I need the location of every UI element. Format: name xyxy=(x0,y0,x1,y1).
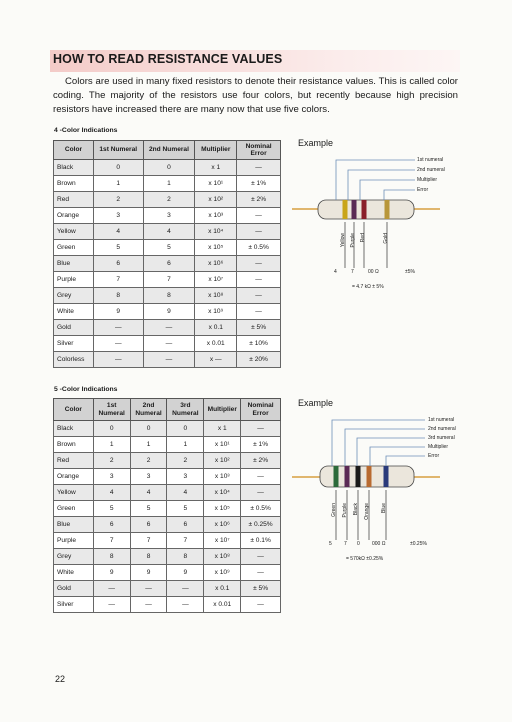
color-name-cell: Grey xyxy=(54,549,94,565)
color-name-cell: Colorless xyxy=(54,352,94,368)
band-value: 0 xyxy=(357,541,360,547)
legend-label: 2nd numeral xyxy=(417,167,445,173)
table-cell: 1 xyxy=(167,437,204,453)
four-color-example-label: Example xyxy=(298,138,334,148)
table-cell: 5 xyxy=(130,501,167,517)
color-name-cell: Blue xyxy=(54,256,94,272)
column-header: 3rd Numeral xyxy=(167,399,204,421)
table-cell: ± 1% xyxy=(237,176,281,192)
table-cell: ± 5% xyxy=(241,581,281,597)
table-cell: x 10⁵ xyxy=(204,501,241,517)
example-result: = 570kΩ ±0.25% xyxy=(346,556,384,562)
table-cell: ± 2% xyxy=(237,192,281,208)
table-cell: x 10¹ xyxy=(195,176,237,192)
table-cell: 1 xyxy=(130,437,167,453)
table-cell: x 10⁹ xyxy=(195,304,237,320)
color-name-cell: Gold xyxy=(54,581,94,597)
table-cell: 5 xyxy=(143,240,195,256)
table-cell: — xyxy=(241,549,281,565)
table-cell: x 10³ xyxy=(195,208,237,224)
table-cell: 8 xyxy=(143,288,195,304)
table-cell: 7 xyxy=(93,533,130,549)
five-color-heading: 5 -Color Indications xyxy=(54,386,118,393)
column-header: Multiplier xyxy=(204,399,241,421)
band-color-label: Purple xyxy=(350,233,356,248)
table-cell: — xyxy=(237,224,281,240)
table-cell: ± 0.5% xyxy=(241,501,281,517)
table-cell: 8 xyxy=(93,549,130,565)
table-cell: 3 xyxy=(167,469,204,485)
table-cell: x 10³ xyxy=(204,469,241,485)
table-cell: 3 xyxy=(93,208,143,224)
table-cell: 2 xyxy=(130,453,167,469)
column-header: Color xyxy=(54,141,94,160)
table-cell: — xyxy=(93,581,130,597)
table-cell: 9 xyxy=(143,304,195,320)
column-header: Multiplier xyxy=(195,141,237,160)
table-cell: — xyxy=(130,581,167,597)
table-cell: x 10⁴ xyxy=(204,485,241,501)
legend-leaders xyxy=(332,420,425,466)
table-cell: 4 xyxy=(93,485,130,501)
table-cell: — xyxy=(237,256,281,272)
column-header: Nominal Error xyxy=(237,141,281,160)
table-cell: 5 xyxy=(93,501,130,517)
table-cell: 4 xyxy=(143,224,195,240)
table-cell: — xyxy=(237,208,281,224)
four-color-heading: 4 -Color Indications xyxy=(54,127,118,134)
table-cell: x 10⁹ xyxy=(204,565,241,581)
table-cell: 8 xyxy=(93,288,143,304)
table-cell: 2 xyxy=(93,192,143,208)
color-name-cell: Red xyxy=(54,192,94,208)
color-name-cell: Silver xyxy=(54,597,94,613)
table-cell: 7 xyxy=(130,533,167,549)
band-color-label: Gold xyxy=(383,233,389,244)
table-cell: — xyxy=(237,288,281,304)
table-cell: 6 xyxy=(167,517,204,533)
color-name-cell: Purple xyxy=(54,272,94,288)
table-cell: x 10⁸ xyxy=(204,549,241,565)
table-cell: 6 xyxy=(143,256,195,272)
table-cell: 0 xyxy=(93,160,143,176)
color-name-cell: Gold xyxy=(54,320,94,336)
table-cell: 4 xyxy=(167,485,204,501)
band-value: 7 xyxy=(351,269,354,275)
table-cell: x 10² xyxy=(195,192,237,208)
table-cell: 9 xyxy=(93,304,143,320)
table-cell: 2 xyxy=(93,453,130,469)
table-cell: 0 xyxy=(93,421,130,437)
table-cell: — xyxy=(93,597,130,613)
color-name-cell: Yellow xyxy=(54,224,94,240)
band-value: 7 xyxy=(344,541,347,547)
intro-paragraph: Colors are used in many fixed resistors to denote their resistance values. This is called color coding. The majority of the resistors use four colors, but recently because high precision resistors have increased there are many now that use five colors. xyxy=(53,76,458,115)
legend-label: Error xyxy=(417,187,429,193)
legend-label: 1st numeral xyxy=(428,417,455,423)
table-cell: 0 xyxy=(130,421,167,437)
table-cell: — xyxy=(237,304,281,320)
table-cell: 5 xyxy=(167,501,204,517)
table-cell: — xyxy=(93,320,143,336)
table-cell: 2 xyxy=(167,453,204,469)
table-cell: 7 xyxy=(93,272,143,288)
legend-label: Error xyxy=(428,453,440,459)
band-value: ±0.25% xyxy=(410,541,427,547)
table-cell: 4 xyxy=(130,485,167,501)
table-cell: x 0.1 xyxy=(195,320,237,336)
table-cell: x 10⁷ xyxy=(195,272,237,288)
table-cell: ± 0.1% xyxy=(241,533,281,549)
color-name-cell: White xyxy=(54,565,94,581)
table-cell: 3 xyxy=(130,469,167,485)
table-cell: 5 xyxy=(93,240,143,256)
table-cell: 0 xyxy=(143,160,195,176)
color-name-cell: Yellow xyxy=(54,485,94,501)
color-name-cell: Blue xyxy=(54,517,94,533)
table-cell: 8 xyxy=(167,549,204,565)
legend-label: 2nd numeral xyxy=(428,426,456,432)
band-color-label: Blue xyxy=(381,503,387,514)
table-cell: x — xyxy=(195,352,237,368)
table-cell: ± 0.25% xyxy=(241,517,281,533)
table-cell: x 1 xyxy=(195,160,237,176)
column-header: 1st Numeral xyxy=(93,141,143,160)
band-color-label: Green xyxy=(331,503,337,517)
table-cell: 9 xyxy=(167,565,204,581)
five-color-example-label: Example xyxy=(298,398,334,408)
table-cell: x 10⁸ xyxy=(195,288,237,304)
table-cell: — xyxy=(167,581,204,597)
table-cell: 6 xyxy=(130,517,167,533)
table-cell: x 10² xyxy=(204,453,241,469)
table-cell: — xyxy=(130,597,167,613)
band-value: 000 Ω xyxy=(372,541,386,547)
column-header: Color xyxy=(54,399,94,421)
table-cell: — xyxy=(237,272,281,288)
page-number: 22 xyxy=(55,674,66,684)
table-cell: ± 10% xyxy=(237,336,281,352)
table-cell: — xyxy=(167,597,204,613)
color-name-cell: Green xyxy=(54,240,94,256)
column-header: 2nd Numeral xyxy=(143,141,195,160)
table-cell: — xyxy=(241,597,281,613)
table-cell: — xyxy=(241,469,281,485)
table-cell: 7 xyxy=(143,272,195,288)
legend-label: 1st numeral xyxy=(417,157,444,163)
table-cell: — xyxy=(241,421,281,437)
table-cell: x 0.01 xyxy=(204,597,241,613)
band-color-label: Red xyxy=(360,233,366,243)
table-cell: x 10⁶ xyxy=(204,517,241,533)
table-cell: 3 xyxy=(143,208,195,224)
table-cell: x 10¹ xyxy=(204,437,241,453)
table-cell: — xyxy=(241,565,281,581)
band-color-label: Orange xyxy=(364,503,370,520)
column-header: Nominal Error xyxy=(241,399,281,421)
band-value: 4 xyxy=(334,269,337,275)
table-cell: ± 2% xyxy=(241,453,281,469)
table-cell: x 1 xyxy=(204,421,241,437)
table-cell: 7 xyxy=(167,533,204,549)
table-cell: 1 xyxy=(93,176,143,192)
band-color-label: Purple xyxy=(342,503,348,518)
band-value: ±5% xyxy=(405,269,415,275)
table-cell: — xyxy=(93,336,143,352)
table-cell: 2 xyxy=(143,192,195,208)
color-name-cell: Orange xyxy=(54,469,94,485)
table-cell: — xyxy=(93,352,143,368)
table-cell: 0 xyxy=(167,421,204,437)
column-header: 1st Numeral xyxy=(93,399,130,421)
table-cell: ± 5% xyxy=(237,320,281,336)
table-cell: x 10⁴ xyxy=(195,224,237,240)
band-value: 00 Ω xyxy=(368,269,379,275)
band-value: 5 xyxy=(329,541,332,547)
table-cell: 6 xyxy=(93,517,130,533)
table-cell: 3 xyxy=(93,469,130,485)
band-color-label: Yellow xyxy=(340,233,346,248)
color-name-cell: Brown xyxy=(54,176,94,192)
legend-label: Multiplier xyxy=(428,444,449,450)
table-cell: 9 xyxy=(93,565,130,581)
band-color-label: Black xyxy=(353,503,359,516)
table-cell: 1 xyxy=(143,176,195,192)
table-cell: x 0.1 xyxy=(204,581,241,597)
color-name-cell: Brown xyxy=(54,437,94,453)
table-cell: — xyxy=(241,485,281,501)
color-name-cell: Purple xyxy=(54,533,94,549)
color-name-cell: Grey xyxy=(54,288,94,304)
column-header: 2nd Numeral xyxy=(130,399,167,421)
table-cell: 1 xyxy=(93,437,130,453)
color-name-cell: Orange xyxy=(54,208,94,224)
table-cell: 8 xyxy=(130,549,167,565)
page-title: HOW TO READ RESISTANCE VALUES xyxy=(53,52,283,66)
table-cell: ± 0.5% xyxy=(237,240,281,256)
color-name-cell: Black xyxy=(54,160,94,176)
table-cell: — xyxy=(237,160,281,176)
color-name-cell: White xyxy=(54,304,94,320)
legend-label: 3rd numeral xyxy=(428,435,455,441)
table-cell: — xyxy=(143,352,195,368)
table-cell: x 10⁵ xyxy=(195,240,237,256)
color-name-cell: Black xyxy=(54,421,94,437)
table-cell: 9 xyxy=(130,565,167,581)
table-cell: ± 20% xyxy=(237,352,281,368)
table-cell: x 0.01 xyxy=(195,336,237,352)
example-result: = 4.7 kΩ ± 5% xyxy=(352,284,384,290)
table-cell: 6 xyxy=(93,256,143,272)
color-name-cell: Green xyxy=(54,501,94,517)
table-cell: ± 1% xyxy=(241,437,281,453)
table-cell: 4 xyxy=(93,224,143,240)
table-cell: x 10⁷ xyxy=(204,533,241,549)
color-name-cell: Silver xyxy=(54,336,94,352)
table-cell: x 10⁶ xyxy=(195,256,237,272)
table-cell: — xyxy=(143,320,195,336)
table-cell: — xyxy=(143,336,195,352)
legend-label: Multiplier xyxy=(417,177,438,183)
color-name-cell: Red xyxy=(54,453,94,469)
